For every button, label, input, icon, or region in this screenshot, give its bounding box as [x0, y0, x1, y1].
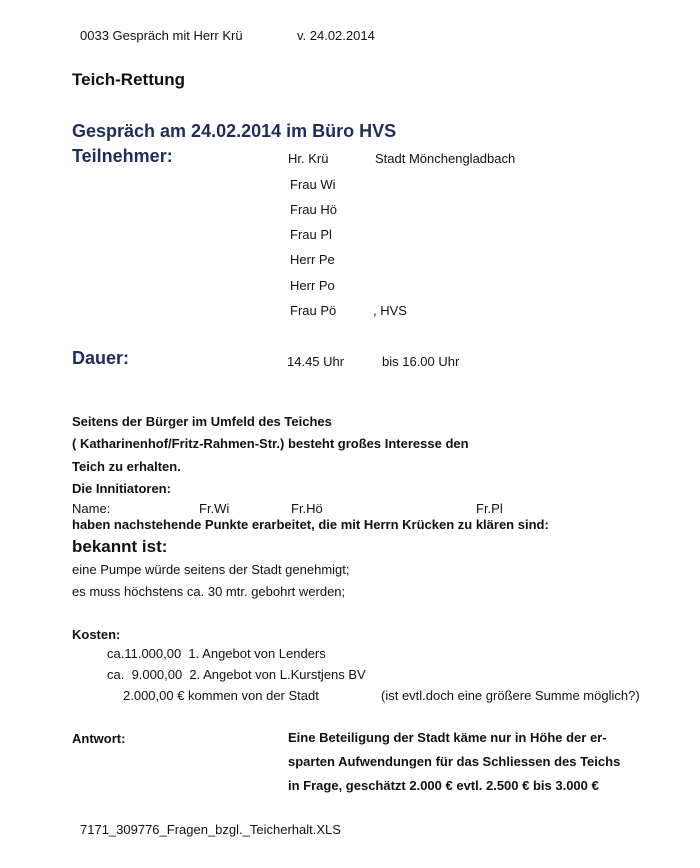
document-reference: 0033 Gespräch mit Herr Krü	[80, 28, 243, 43]
answer-label: Antwort:	[72, 731, 126, 746]
participant-name: Herr Po	[290, 278, 335, 293]
meeting-heading: Gespräch am 24.02.2014 im Büro HVS	[72, 121, 397, 141]
document-title: Teich-Rettung	[72, 70, 186, 89]
duration-label: Dauer:	[72, 348, 130, 368]
answer-line: in Frage, geschätzt 2.000 € evtl. 2.500 € bis 3.000 €	[288, 778, 599, 793]
footer-filename: 7171_309776_Fragen_bzgl._Teicherhalt.XLS	[80, 822, 341, 837]
participant-org: , HVS	[373, 303, 407, 318]
answer-line: sparten Aufwendungen für das Schliessen des Teichs	[288, 754, 621, 769]
duration-start: 14.45 Uhr	[287, 354, 345, 369]
participant-name: Hr. Krü	[288, 151, 329, 166]
participant-name: Frau Pö	[290, 303, 337, 318]
duration-end: bis 16.00 Uhr	[382, 354, 460, 369]
participant-name: Frau Pl	[290, 227, 332, 242]
initiators-name-label: Name:	[72, 501, 111, 516]
participant-name: Frau Hö	[290, 202, 337, 217]
initiator-name: Fr.Wi	[199, 501, 230, 516]
cost-line: 2.000,00 € kommen von der Stadt	[123, 688, 319, 703]
known-item: eine Pumpe würde seitens der Stadt genehmigt;	[72, 562, 350, 577]
answer-text	[288, 726, 620, 798]
answer-line: Eine Beteiligung der Stadt käme nur in Höhe der er-	[288, 730, 607, 745]
initiator-name: Fr.Hö	[291, 501, 323, 516]
costs-label: Kosten:	[72, 627, 121, 642]
known-item: es muss höchstens ca. 30 mtr. gebohrt werden;	[72, 584, 346, 599]
initiators-heading: Die Innitiatoren:	[72, 481, 171, 496]
initiator-name: Fr.Pl	[476, 501, 503, 516]
document-date: v. 24.02.2014	[297, 28, 375, 43]
cost-line: ca. 9.000,00 2. Angebot von L.Kurstjens BV	[107, 667, 366, 682]
participant-name: Frau Wi	[290, 177, 336, 192]
intro-line: ( Katharinenhof/Fritz-Rahmen-Str.) besteht großes Interesse den	[72, 436, 469, 451]
cost-line: ca.11.000,00 1. Angebot von Lenders	[107, 646, 326, 661]
cost-note: (ist evtl.doch eine größere Summe möglich?)	[381, 688, 640, 703]
intro-line: Teich zu erhalten.	[72, 459, 181, 474]
participants-label: Teilnehmer:	[72, 146, 173, 166]
known-heading: bekannt ist:	[72, 537, 168, 556]
points-intro: haben nachstehende Punkte erarbeitet, die mit Herrn Krücken zu klären sind:	[72, 517, 549, 532]
participant-org: Stadt Mönchengladbach	[375, 151, 516, 166]
intro-line: Seitens der Bürger im Umfeld des Teiches	[72, 414, 332, 429]
participant-name: Herr Pe	[290, 252, 335, 267]
